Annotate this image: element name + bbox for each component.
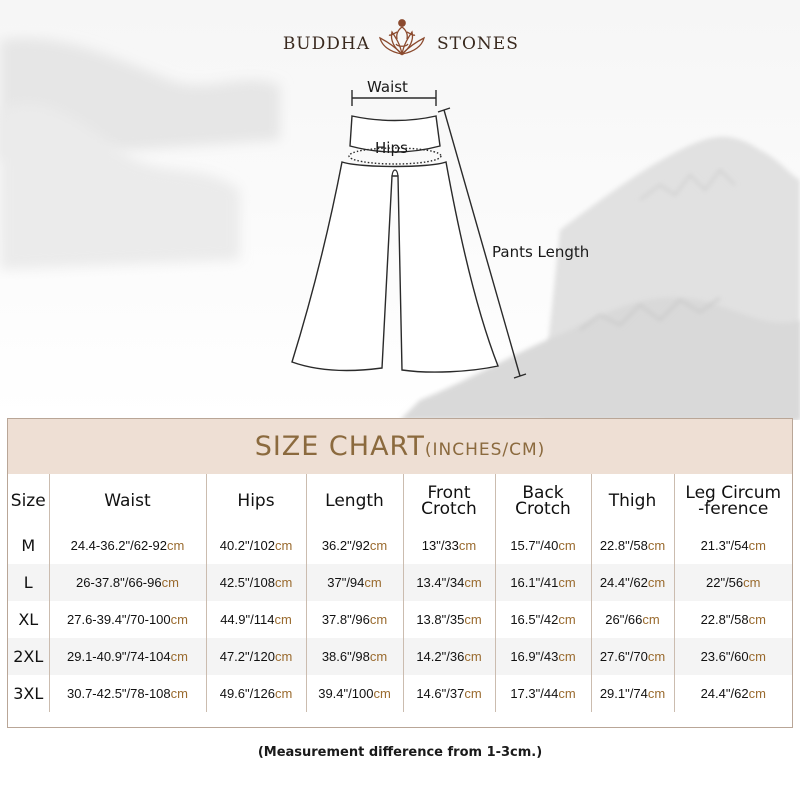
column-header-line: Back — [522, 482, 564, 503]
measurement-unit: cm — [170, 649, 188, 664]
measurement-unit: cm — [161, 575, 179, 590]
measurement-value: 24.4"/62 — [700, 686, 749, 701]
measurement-value: 27.6-39.4"/70-100 — [67, 612, 171, 627]
measurement-value: 37.8"/96 — [321, 612, 370, 627]
measurement-value: 40.2"/102 — [219, 538, 275, 553]
measurement-unit: cm — [748, 649, 766, 664]
measurement-value: 44.9"/114 — [220, 612, 275, 627]
measurement-unit: cm — [464, 686, 482, 701]
measurement-unit: cm — [167, 538, 185, 553]
size-chart — [7, 418, 793, 728]
measurement-unit: cm — [748, 686, 766, 701]
hips-label: Hips — [375, 139, 408, 157]
size-chart-unit: (INCHES/CM) — [424, 440, 546, 460]
measurement-cell — [49, 638, 206, 675]
measurement-cell — [674, 527, 792, 564]
measurement-unit: cm — [369, 538, 388, 553]
measurement-unit: cm — [369, 649, 388, 664]
measurement-unit: cm — [647, 538, 666, 553]
size-cell: XL — [8, 601, 49, 638]
measurement-cell — [206, 564, 306, 601]
measurement-value: 37"/94 — [327, 575, 365, 590]
column-header — [206, 474, 306, 527]
measurement-cell — [206, 527, 306, 564]
measurement-value: 47.2"/120 — [219, 649, 275, 664]
measurement-unit: cm — [369, 612, 388, 627]
measurement-unit: cm — [373, 686, 391, 701]
measurement-cell — [206, 601, 306, 638]
measurement-value: 23.6"/60 — [700, 649, 749, 664]
measurement-cell — [495, 638, 591, 675]
measurement-unit: cm — [558, 612, 576, 627]
measurement-value: 27.6"/70 — [599, 649, 648, 664]
brand-name-right: STONES — [437, 34, 519, 54]
measurement-cell — [49, 675, 206, 712]
measurement-cell — [49, 564, 206, 601]
measurement-unit: cm — [274, 538, 293, 553]
table-header-row — [8, 474, 792, 527]
size-cell: 2XL — [8, 638, 49, 675]
column-header-line: Leg Circum — [685, 482, 782, 503]
measurement-unit: cm — [558, 649, 576, 664]
measurement-unit: cm — [464, 649, 482, 664]
measurement-value: 16.1"/41 — [510, 575, 559, 590]
measurement-unit: cm — [642, 612, 660, 627]
measurement-value: 24.4-36.2"/62-92 — [70, 538, 168, 553]
measurement-unit: cm — [458, 538, 477, 553]
measurement-value: 21.3"/54 — [700, 538, 749, 553]
measurement-value: 16.5"/42 — [510, 612, 559, 627]
column-header-line: Length — [325, 490, 384, 511]
measurement-value: 30.7-42.5"/78-108 — [67, 686, 171, 701]
size-cell: L — [8, 564, 49, 601]
measurement-value: 17.3"/44 — [510, 686, 559, 701]
measurement-value: 22"/56 — [706, 575, 744, 590]
column-header-line: Hips — [237, 490, 275, 511]
table-row — [8, 601, 792, 638]
column-header-line: -ference — [698, 498, 769, 519]
measurement-unit: cm — [170, 612, 188, 627]
column-header — [306, 474, 403, 527]
measurement-cell — [591, 601, 674, 638]
measurement-unit: cm — [647, 649, 666, 664]
table-row — [8, 638, 792, 675]
measurement-cell — [495, 675, 591, 712]
measurement-unit: cm — [464, 575, 482, 590]
table-row — [8, 675, 792, 712]
measurement-unit: cm — [558, 575, 576, 590]
measurement-value: 26"/66 — [605, 612, 643, 627]
measurement-value: 42.5"/108 — [219, 575, 275, 590]
measurement-cell — [306, 675, 403, 712]
measurement-cell — [591, 675, 674, 712]
column-header-line: Waist — [104, 490, 151, 511]
waist-label: Waist — [367, 78, 408, 96]
size-table — [8, 474, 792, 712]
measurement-unit: cm — [558, 538, 576, 553]
column-header — [403, 474, 495, 527]
measurement-cell — [674, 564, 792, 601]
measurement-value: 13.8"/35 — [416, 612, 465, 627]
measurement-cell — [403, 527, 495, 564]
brand-name-left: BUDDHA — [282, 34, 370, 54]
table-row — [8, 564, 792, 601]
measurement-value: 36.2"/92 — [321, 538, 370, 553]
measurement-value: 29.1"/74 — [599, 686, 648, 701]
measurement-cell — [206, 638, 306, 675]
column-header-line: Crotch — [515, 498, 571, 519]
measurement-value: 14.2"/36 — [416, 649, 465, 664]
measurement-cell — [206, 675, 306, 712]
measurement-cell — [49, 601, 206, 638]
measurement-value: 38.6"/98 — [321, 649, 370, 664]
measurement-cell — [306, 527, 403, 564]
measurement-value: 24.4"/62 — [599, 575, 648, 590]
size-chart-title — [8, 419, 792, 474]
column-header-line: Front — [427, 482, 471, 503]
measurement-value: 22.8"/58 — [599, 538, 648, 553]
measurement-value: 16.9"/43 — [510, 649, 559, 664]
measurement-cell — [403, 675, 495, 712]
measurement-unit: cm — [647, 575, 666, 590]
pants-diagram — [280, 70, 620, 400]
measurement-unit: cm — [558, 686, 576, 701]
column-header — [495, 474, 591, 527]
measurement-value: 13.4"/34 — [416, 575, 465, 590]
table-row — [8, 527, 792, 564]
column-header — [674, 474, 792, 527]
measurement-unit: cm — [274, 612, 292, 627]
column-header-line: Size — [10, 490, 46, 511]
table-body — [8, 527, 792, 712]
measurement-unit: cm — [748, 538, 766, 553]
measurement-cell — [674, 601, 792, 638]
measurement-cell — [495, 564, 591, 601]
measurement-cell — [674, 675, 792, 712]
pants-length-label: Pants Length — [492, 243, 590, 261]
measurement-cell — [591, 638, 674, 675]
measurement-unit: cm — [274, 575, 293, 590]
measurement-cell — [403, 638, 495, 675]
measurement-value: 29.1-40.9"/74-104 — [67, 649, 171, 664]
measurement-cell — [403, 564, 495, 601]
measurement-note: (Measurement difference from 1-3cm.) — [257, 745, 543, 760]
measurement-unit: cm — [464, 612, 482, 627]
measurement-value: 22.8"/58 — [700, 612, 749, 627]
measurement-unit: cm — [170, 686, 188, 701]
size-cell: M — [8, 527, 49, 564]
measurement-cell — [306, 601, 403, 638]
column-header-line: Thigh — [608, 490, 657, 511]
measurement-cell — [403, 601, 495, 638]
size-chart-title-text: SIZE CHART — [254, 431, 425, 462]
measurement-unit: cm — [743, 575, 761, 590]
column-header — [591, 474, 674, 527]
column-header-line: Crotch — [421, 498, 477, 519]
column-header — [49, 474, 206, 527]
pants-legs — [292, 162, 498, 372]
size-cell: 3XL — [8, 675, 49, 712]
measurement-value: 39.4"/100 — [318, 686, 374, 701]
measurement-value: 14.6"/37 — [416, 686, 465, 701]
measurement-unit: cm — [647, 686, 666, 701]
measurement-value: 26-37.8"/66-96 — [76, 575, 162, 590]
measurement-unit: cm — [364, 575, 382, 590]
measurement-cell — [591, 564, 674, 601]
measurement-cell — [495, 527, 591, 564]
measurement-unit: cm — [274, 649, 293, 664]
column-header — [8, 474, 49, 527]
measurement-cell — [306, 564, 403, 601]
measurement-unit: cm — [748, 612, 766, 627]
measurement-value: 15.7"/40 — [510, 538, 559, 553]
measurement-cell — [495, 601, 591, 638]
measurement-cell — [49, 527, 206, 564]
measurement-value: 49.6"/126 — [219, 686, 275, 701]
measurement-value: 13"/33 — [421, 538, 459, 553]
lotus-meditation-icon — [376, 14, 428, 62]
measurement-unit: cm — [274, 686, 293, 701]
measurement-cell — [306, 638, 403, 675]
brand-header — [0, 30, 800, 60]
measurement-cell — [591, 527, 674, 564]
measurement-cell — [674, 638, 792, 675]
